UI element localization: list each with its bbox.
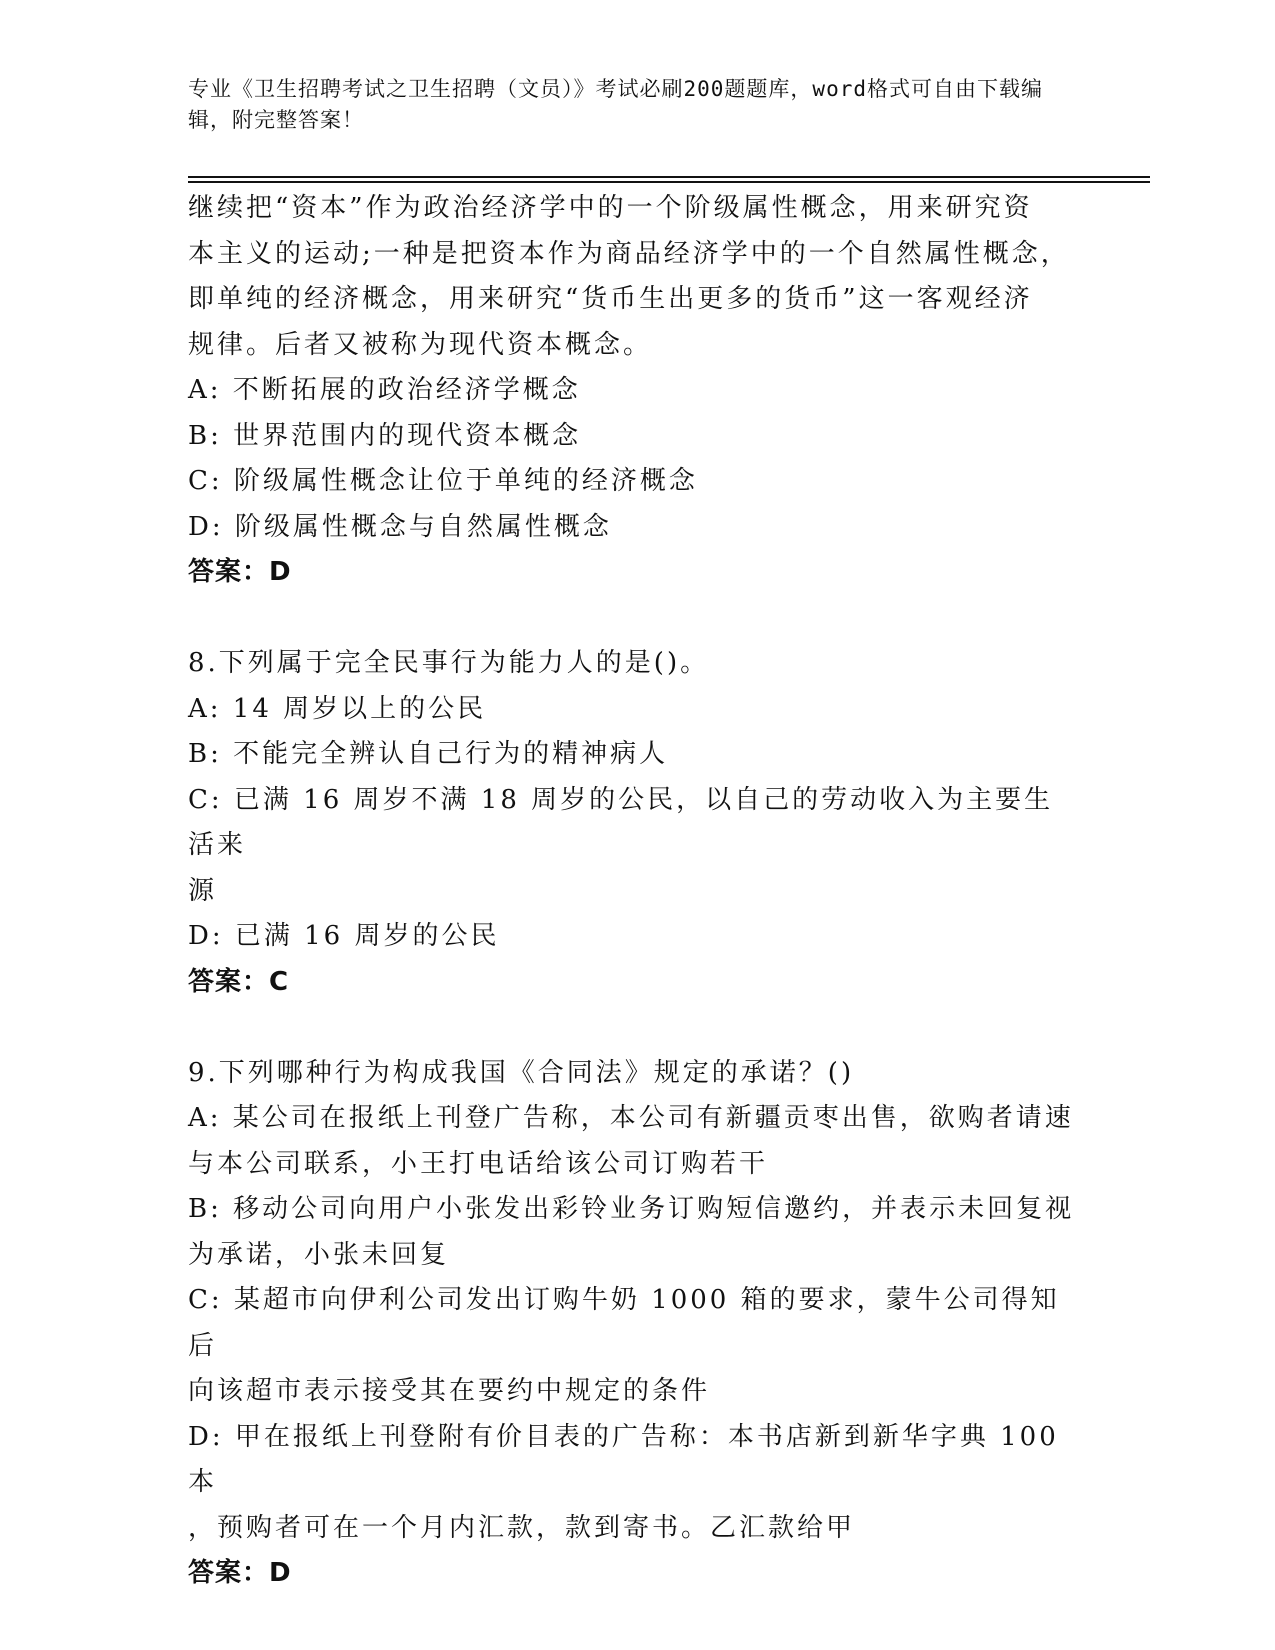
question-7 [188,186,1078,596]
option-d: D: 甲在报纸上刊登附有价目表的广告称：本书店新到新华字典 100 本 [188,1421,1059,1497]
option-c-continued: 源 [188,875,218,906]
option-b-continued: 为承诺，小张未回复 [188,1239,450,1270]
option-c: C: 某超市向伊利公司发出订购牛奶 1000 箱的要求，蒙牛公司得知后 [188,1285,1060,1361]
option-c-continued: 向该超市表示接受其在要约中规定的条件 [188,1376,711,1406]
document-header: 专业《卫生招聘考试之卫生招聘（文员）》考试必刷200题题库，word格式可自由下载编辑，附完整答案！ [188,77,1043,132]
question-stem-line: 规律。后者又被称为现代资本概念。 [188,329,653,360]
answer-label: 答案：D [188,1558,292,1588]
header-divider-bottom [188,181,1150,183]
option-a: A: 不断拓展的政治经济学概念 [188,375,581,405]
question-stem-line: 本主义的运动;一种是把资本作为商品经济学中的一个自然属性概念， [188,238,1070,269]
option-b: B: 不能完全辨认自己行为的精神病人 [188,739,669,769]
document-body [188,186,1078,1597]
option-c: C: 已满 16 周岁不满 18 周岁的公民，以自己的劳动收入为主要生活来 [188,784,1054,860]
option-c: C: 阶级属性概念让位于单纯的经济概念 [188,466,698,496]
option-d-continued: ，预购者可在一个月内汇款，款到寄书。乙汇款给甲 [188,1512,856,1543]
spacer [188,596,1078,642]
header-divider-top [188,176,1150,178]
option-b: B: 移动公司向用户小张发出彩铃业务订购短信邀约，并表示未回复视 [188,1194,1075,1224]
question-title: 8.下列属于完全民事行为能力人的是()。 [188,648,710,678]
question-stem-line: 即单纯的经济概念，用来研究“货币生出更多的货币”这一客观经济 [188,284,1033,314]
answer-label: 答案：D [188,557,292,587]
question-title: 9.下列哪种行为构成我国《合同法》规定的承诺？() [188,1057,855,1088]
option-b: B: 世界范围内的现代资本概念 [188,420,582,451]
question-9 [188,1051,1078,1597]
option-a: A: 14 周岁以上的公民 [188,693,487,724]
spacer [188,1005,1078,1051]
question-stem-line: 继续把“资本”作为政治经济学中的一个阶级属性概念，用来研究资 [188,193,1033,223]
option-d: D: 已满 16 周岁的公民 [188,921,500,951]
option-d: D: 阶级属性概念与自然属性概念 [188,511,612,542]
option-a-continued: 与本公司联系，小王打电话给该公司订购若干 [188,1148,769,1179]
answer-label: 答案：C [188,966,290,997]
option-a: A: 某公司在报纸上刊登广告称，本公司有新疆贡枣出售，欲购者请速 [188,1103,1074,1133]
question-8 [188,641,1078,1005]
